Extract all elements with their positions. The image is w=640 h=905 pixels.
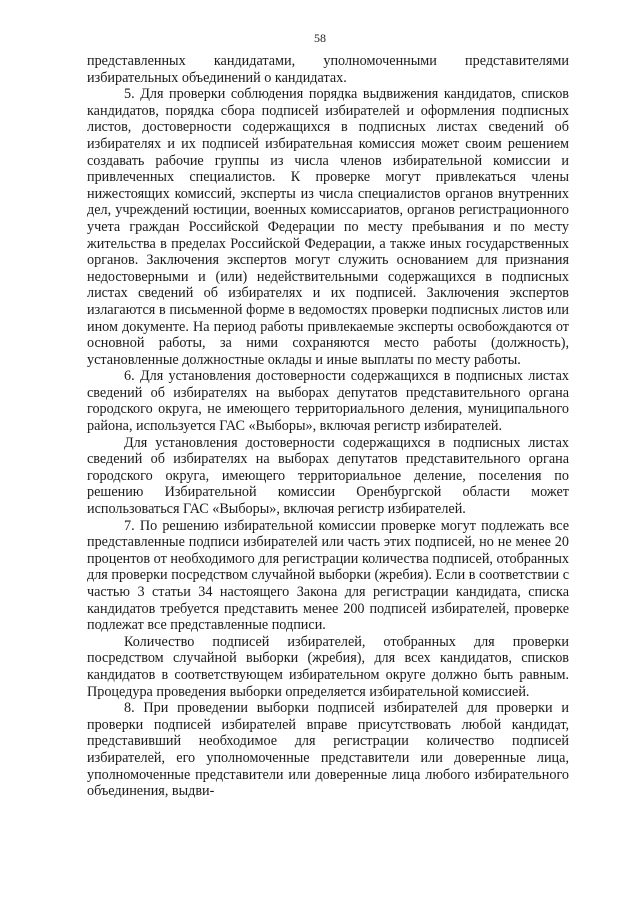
paragraph-clause-7-part-2: Количество подписей избирателей, отобранных для проверки посредством случайной выборки (жребия), для всех кандидатов, списков кандидатов в соответствующем избирательном округе должно быть равным. Процедура проведения выборки определяется избирательной комиссией. bbox=[87, 633, 569, 700]
paragraph-clause-6-part-2: Для установления достоверности содержащихся в подписных листах сведений об избирателях на выборах депутатов представительного органа городского округа, имеющего территориальное деление, поселения по решению Избирательной комиссии Оренбургской области может использоваться ГАС «Выборы», включая регистр избирателей. bbox=[87, 434, 569, 518]
paragraph-clause-6: 6. Для установления достоверности содержащихся в подписных листах сведений об избирателях на выборах депутатов представительного органа городского округа, не имеющего территориального деления, муниципального района, используется ГАС «Выборы», включая регистр избирателей. bbox=[87, 368, 569, 435]
paragraph-clause-5: 5. Для проверки соблюдения порядка выдвижения кандидатов, списков кандидатов, порядка сбора подписей избирателей и оформления подписных листов, достоверности содержащихся в подписных листах сведений об избирателях и их подписей избирательная комиссия может своим решением создавать рабочие группы из числа членов избирательной комиссии и привлеченных специалистов. К проверке могут привлекаться члены нижестоящих комиссий, эксперты из числа специалистов органов внутренних дел, учреждений юстиции, военных комиссариатов, органов регистрационного учета граждан Российской Федерации по месту пребывания и по месту жительства в пределах Российской Федерации, а также иных государственных органов. Заключения экспертов могут служить основанием для признания недостоверными и (или) недействительными содержащихся в подписных листах сведений об избирателях и их подписей. Заключения экспертов излагаются в письменной форме в ведомостях проверки подписных листов или ином документе. На период работы привлекаемые эксперты освобождаются от основной работы, за ними сохраняются место работы (должность), установленные должностные оклады и иные выплаты по месту работы. bbox=[87, 86, 569, 368]
paragraph-continuation: представленных кандидатами, уполномоченными представителями избирательных объединений о кандидатах. bbox=[87, 53, 569, 86]
paragraph-clause-8: 8. При проведении выборки подписей избирателей для проверки и проверки подписей избирателей вправе присутствовать любой кандидат, представивший необходимое для регистрации количество подписей избирателей, его уполномоченные представители или доверенные лица, уполномоченные представители или доверенные лица любого избирательного объединения, выдви- bbox=[87, 700, 569, 800]
page-number: 58 bbox=[314, 31, 326, 45]
document-body bbox=[87, 53, 569, 800]
paragraph-clause-7: 7. По решению избирательной комиссии проверке могут подлежать все представленные подписи избирателей или часть этих подписей, но не менее 20 процентов от необходимого для регистрации количества подписей, отобранных для проверки посредством случайной выборки (жребия). Если в соответствии с частью 3 статьи 34 настоящего Закона для регистрации кандидата, списка кандидатов требуется представить менее 200 подписей избирателей, проверке подлежат все представленные подписи. bbox=[87, 517, 569, 634]
